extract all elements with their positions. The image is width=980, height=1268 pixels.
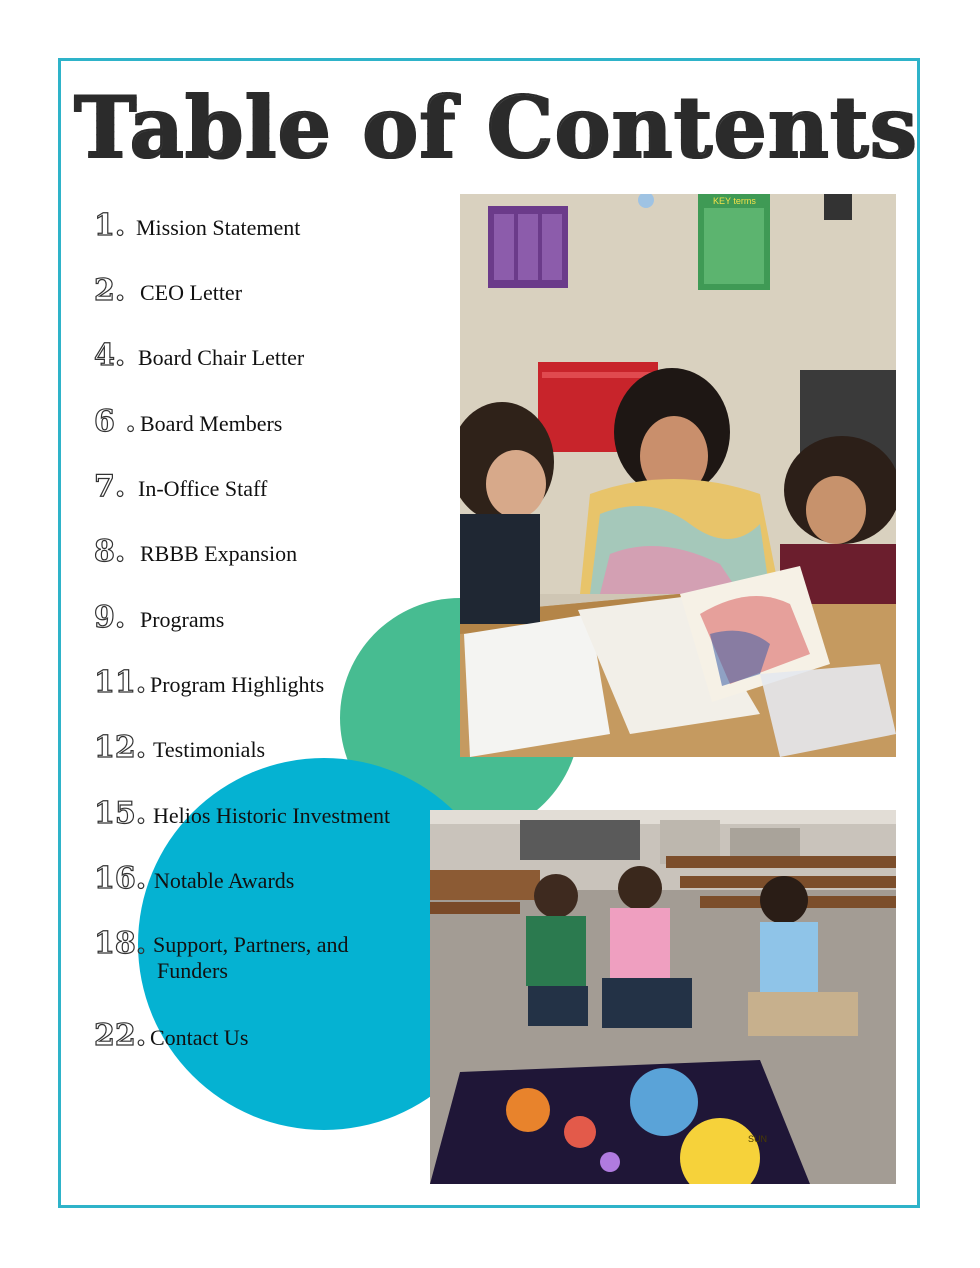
toc-label: Programs (140, 607, 225, 632)
photo-students-reading (460, 194, 896, 757)
toc-page-number: 8. (94, 534, 126, 569)
poster-key-terms-text: KEY terms (713, 196, 756, 206)
toc-label: Mission Statement (136, 215, 301, 240)
toc-item-notable-awards[interactable] (94, 861, 294, 896)
toc-item-mission-statement[interactable] (94, 208, 300, 243)
puzzle-sun-label: SUN (748, 1134, 768, 1144)
toc-page-number: 7. (94, 469, 126, 504)
toc-label: Contact Us (150, 1025, 249, 1050)
classroom-reading-illustration (460, 194, 896, 757)
toc-label-block (153, 926, 349, 984)
photo-students-puzzle (430, 810, 896, 1184)
toc-page-number: 11. (94, 665, 147, 700)
toc-label: Notable Awards (154, 868, 295, 893)
toc-page-number: 9. (94, 600, 126, 635)
toc-item-rbbb-expansion[interactable] (94, 534, 297, 569)
toc-item-contact-us[interactable] (94, 1018, 248, 1053)
toc-page-number: 18. (94, 926, 147, 961)
toc-page-number: 6 . (94, 404, 136, 439)
toc-page-number: 2. (94, 273, 126, 308)
toc-page-number: 16. (94, 861, 147, 896)
toc-page-number: 22. (94, 1018, 147, 1053)
toc-label: Support, Partners, and (153, 932, 349, 957)
toc-item-board-members[interactable] (94, 404, 282, 439)
toc-page-number: 1. (94, 208, 126, 243)
toc-label: Board Members (140, 411, 283, 436)
toc-item-support-partners-funders[interactable] (94, 926, 349, 984)
toc-label: Board Chair Letter (138, 345, 305, 370)
page-title: Table of Contents (74, 78, 918, 177)
toc-page-number: 15. (94, 796, 147, 831)
toc-label: RBBB Expansion (140, 541, 298, 566)
toc-label: Helios Historic Investment (153, 803, 391, 828)
toc-item-program-highlights[interactable] (94, 665, 324, 700)
toc-label-line2: Funders (157, 958, 228, 983)
toc-item-in-office-staff[interactable] (94, 469, 267, 504)
toc-item-testimonials[interactable] (94, 730, 265, 765)
toc-label: Program Highlights (150, 672, 325, 697)
toc-label: CEO Letter (140, 280, 243, 305)
toc-label: Testimonials (153, 737, 266, 762)
toc-item-ceo-letter[interactable] (94, 273, 242, 308)
toc-page-number: 4. (94, 338, 126, 373)
toc-page-number: 12. (94, 730, 147, 765)
toc-item-board-chair-letter[interactable] (94, 338, 304, 373)
toc-label: In-Office Staff (138, 476, 268, 501)
toc-item-helios-historic-investment[interactable] (94, 796, 390, 831)
cafeteria-puzzle-illustration (430, 810, 896, 1184)
toc-item-programs[interactable] (94, 600, 224, 635)
